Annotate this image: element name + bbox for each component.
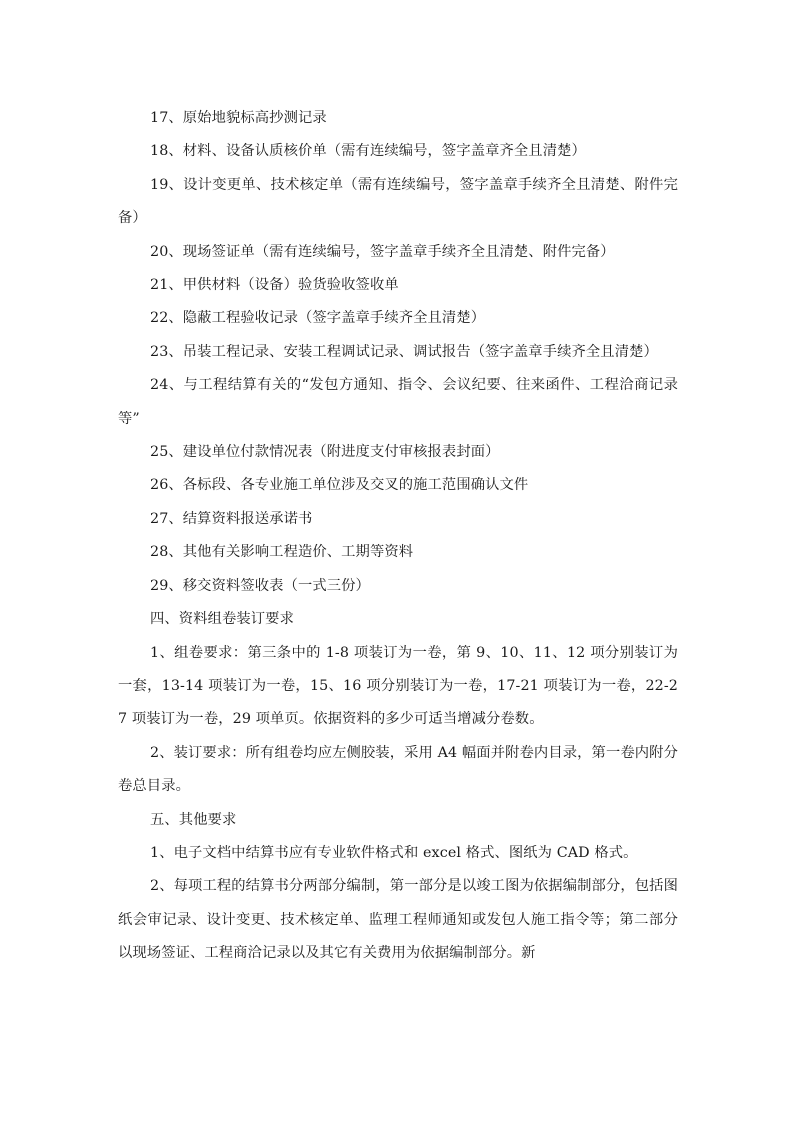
- list-item-27: 27、结算资料报送承诺书: [150, 510, 313, 527]
- list-item-29: 29、移交资料签收表（一式三份）: [150, 577, 370, 594]
- list-item-22: 22、隐蔽工程验收记录（签字盖章手续齐全且清楚）: [150, 310, 486, 327]
- other-rule-1: 1、电子文档中结算书应有专业软件格式和 excel 格式、图纸为 CAD 格式。: [150, 844, 638, 861]
- list-item-28: 28、其他有关影响工程造价、工期等资料: [150, 544, 414, 561]
- list-item-24: 24、与工程结算有关的“发包方通知、指令、会议纪要、往来函件、工程洽商记录等”: [118, 377, 678, 427]
- binding-rule-2: 2、装订要求：所有组卷均应左侧胶装，采用 A4 幅面并附卷内目录，第一卷内附分卷总目录。: [118, 744, 678, 795]
- list-item-21: 21、甲供材料（设备）验货验收签收单: [150, 277, 399, 294]
- list-item-18: 18、材料、设备认质核价单（需有连续编号，签字盖章齐全且清楚）: [150, 143, 586, 160]
- list-item-26: 26、各标段、各专业施工单位涉及交叉的施工范围确认文件: [150, 477, 529, 494]
- binding-rule-1: 1、组卷要求：第三条中的 1-8 项装订为一卷，第 9、10、11、12 项分别装订为一套，13-14 项装订为一卷，15、16 项分别装订为一卷，17-21 项装订为一卷，22-27 项装订为一卷，29 项单页。依据资料的多少可适当增减分卷数。: [118, 644, 678, 728]
- list-item-17: 17、原始地貌标高抄测记录: [150, 110, 327, 126]
- section-heading-5: 五、其他要求: [150, 811, 237, 828]
- document-body: [118, 102, 678, 971]
- list-item-19: 19、设计变更单、技术核定单（需有连续编号，签字盖章手续齐全且清楚、附件完备）: [118, 176, 678, 227]
- list-item-23: 23、吊装工程记录、安装工程调试记录、调试报告（签字盖章手续齐全且清楚）: [150, 343, 658, 360]
- list-item-20: 20、现场签证单（需有连续编号，签字盖章手续齐全且清楚、附件完备）: [150, 243, 615, 260]
- list-item-25: 25、建设单位付款情况表（附进度支付审核报表封面）: [150, 444, 500, 461]
- section-heading-4: 四、资料组卷装订要求: [150, 611, 294, 628]
- other-rule-2: 2、每项工程的结算书分两部分编制，第一部分是以竣工图为依据编制部分，包括图纸会审记录、设计变更、技术核定单、监理工程师通知或发包人施工指令等；第二部分以现场签证、工程商洽记录以及其它有关费用为依据编制部分。新: [118, 878, 678, 962]
